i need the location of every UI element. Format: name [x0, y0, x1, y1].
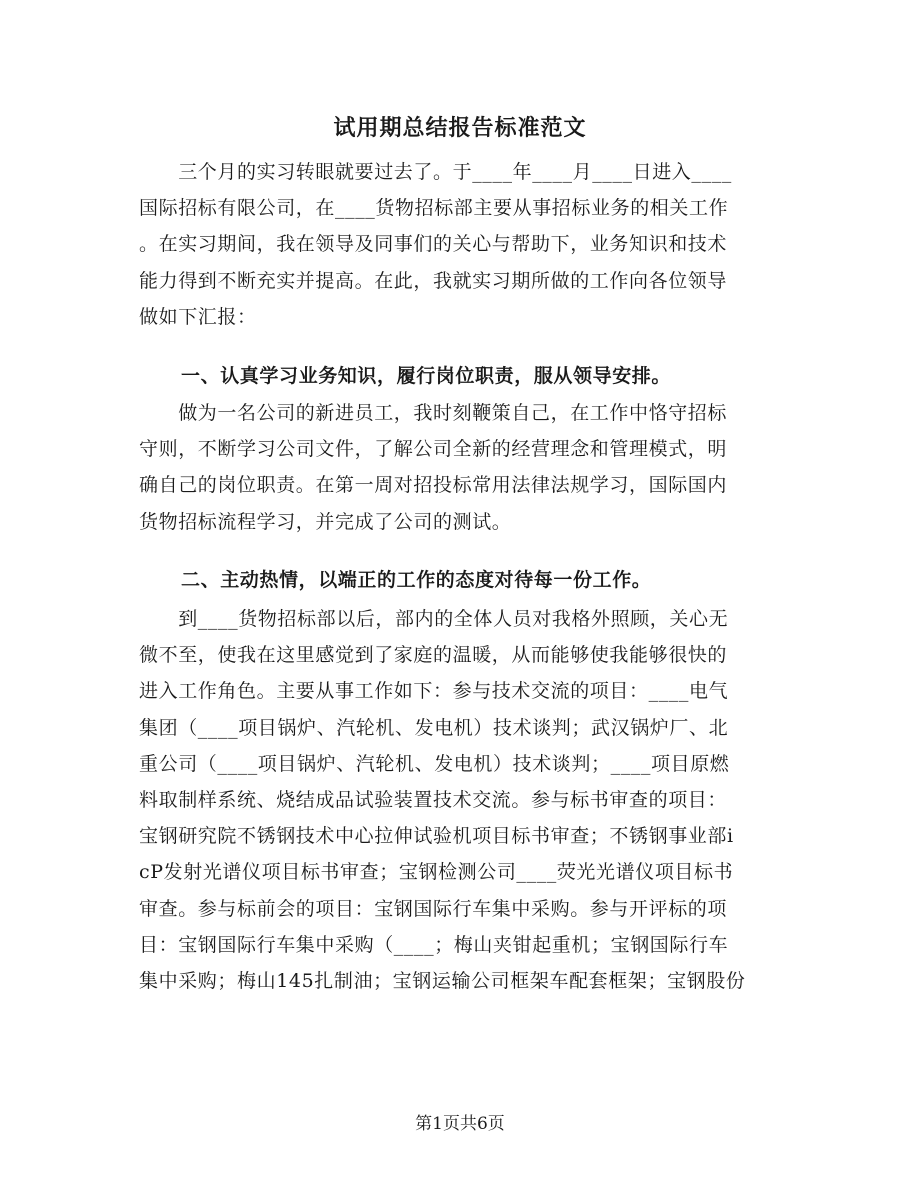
paragraph-section-2 [139, 601, 779, 999]
paragraph-line: 货物招标流程学习，并完成了公司的测试。 [139, 510, 512, 533]
paragraph-line: 审查。参与标前会的项目：宝钢国际行车集中采购。参与开评标的项 [139, 897, 728, 920]
paragraph-line: 集团（____项目锅炉、汽轮机、发电机）技术谈判；武汉锅炉厂、北 [139, 716, 729, 739]
document-title: 试用期总结报告标准范文 [333, 115, 587, 141]
paragraph-line: 能力得到不断充实并提高。在此，我就实习期所做的工作向各位领导 [139, 269, 728, 292]
paragraph-line: 三个月的实习转眼就要过去了。于____年____月____日进入____ [139, 161, 732, 183]
page-number: 第1页共6页 [415, 1114, 505, 1134]
paragraph-line: 国际招标有限公司，在____货物招标部主要从事招标业务的相关工作 [139, 197, 729, 220]
paragraph-line: 宝钢研究院不锈钢技术中心拉伸试验机项目标书审查；不锈钢事业部i [139, 825, 734, 848]
paragraph-line: 到____货物招标部以后，部内的全体人员对我格外照顾，关心无 [139, 608, 729, 630]
paragraph-line: 集中采购；梅山145扎制油；宝钢运输公司框架车配套框架；宝钢股份 [139, 969, 746, 992]
paragraph-line: 目：宝钢国际行车集中采购（____；梅山夹钳起重机；宝钢国际行车 [139, 933, 729, 956]
paragraph-line: 料取制样系统、烧结成品试验装置技术交流。参与标书审查的项目： [139, 788, 728, 811]
paragraph-line: 做如下汇报： [139, 305, 257, 328]
paragraph-intro [139, 154, 779, 335]
paragraph-line: 重公司（____项目锅炉、汽轮机、发电机）技术谈判；____项目原燃 [139, 752, 730, 775]
paragraph-line: cP发射光谱仪项目标书审查；宝钢检测公司____荧光光谱仪项目标书 [139, 861, 734, 884]
paragraph-line: 。在实习期间，我在领导及同事们的关心与帮助下，业务知识和技术 [139, 233, 728, 256]
paragraph-line: 确自己的岗位职责。在第一周对招投标常用法律法规学习，国际国内 [139, 474, 728, 497]
paragraph-line: 做为一名公司的新进员工，我时刻鞭策自己，在工作中恪守招标 [139, 402, 728, 424]
section-heading-1: 一、认真学习业务知识，履行岗位职责，服从领导安排。 [181, 365, 672, 387]
paragraph-section-1 [139, 395, 779, 540]
paragraph-line: 微不至，使我在这里感觉到了家庭的温暖，从而能够使我能够很快的 [139, 644, 728, 667]
section-heading-2: 二、主动热情，以端正的工作的态度对待每一份工作。 [181, 569, 652, 591]
paragraph-line: 进入工作角色。主要从事工作如下：参与技术交流的项目：____电气 [139, 680, 729, 703]
paragraph-line: 守则，不断学习公司文件，了解公司全新的经营理念和管理模式，明 [139, 438, 728, 461]
